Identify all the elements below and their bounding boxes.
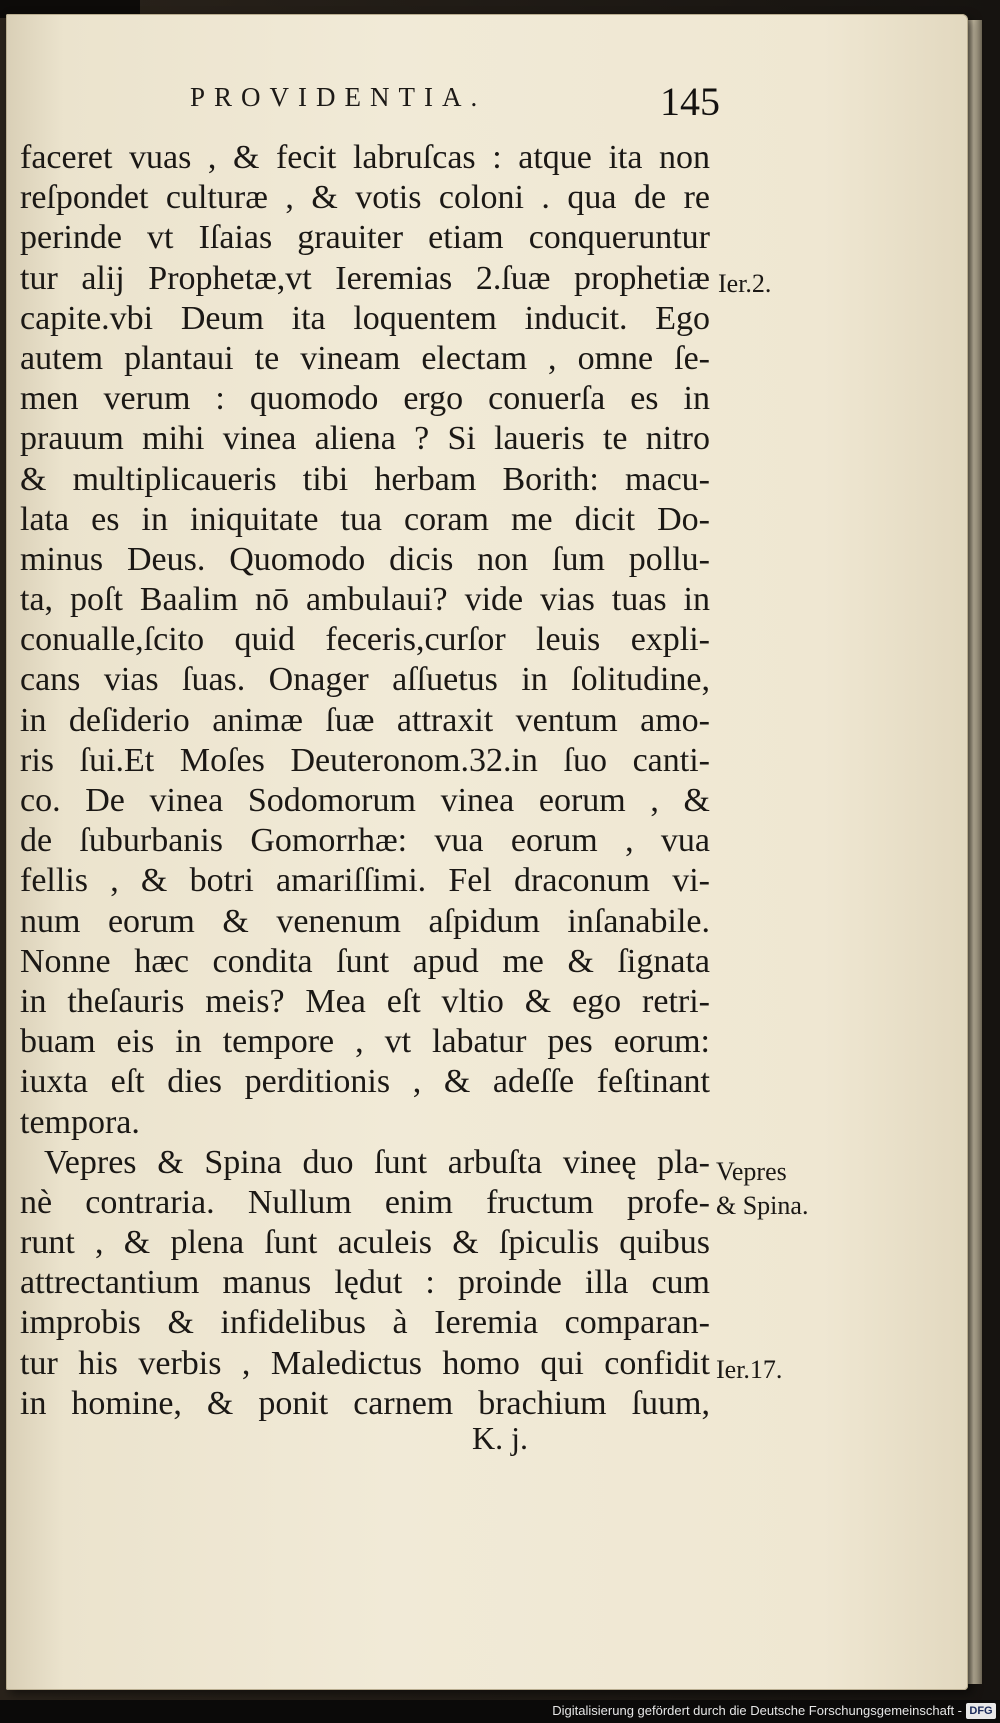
text-line: capite.vbi Deum ita loquentem inducit. Ego [20,299,710,337]
text-line: tur his verbis , Maledictus homo qui confidit [20,1344,710,1382]
text-line: nè contraria. Nullum enim fructum profe- [20,1183,710,1221]
page-number: 145 [660,79,720,124]
text-line: minus Deus. Quomodo dicis non ſum pollu- [20,540,710,578]
text-line: reſpondet culturæ , & votis coloni . qua de re [20,179,710,217]
running-head: PROVIDENTIA. [190,82,487,112]
text-line: runt , & plena ſunt aculeis & ſpiculis quibus [20,1224,710,1262]
text-line: in homine, & ponit carnem brachium ſuum, [20,1384,710,1422]
text-line: num eorum & venenum aſpidum inſanabile. [20,902,710,940]
text-line: ta, poſt Baalim nō ambulaui? vide vias tuas in [20,581,710,619]
text-line: co. De vinea Sodomorum vinea eorum , & [20,782,710,819]
text-line: buam eis in tempore , vt labatur pes eorum: [20,1023,710,1061]
text-line: autem plantaui te vineam electam , omne ſe- [20,339,710,377]
text-line: perinde vt Iſaias grauiter etiam conqueruntur [20,219,710,257]
text-line: fellis , & botri amariſſimi. Fel draconum vi- [20,862,710,900]
text-line: Vepres & Spina duo ſunt arbuſta vineę pla- [44,1143,710,1181]
text-line: iuxta eſt dies perditionis , & adeſſe feſtinant [20,1063,710,1101]
margin-note: Vepres [716,1157,787,1186]
text-line: in deſiderio animæ ſuæ attraxit ventum amo- [20,701,710,739]
text-line: & multiplicaueris tibi herbam Borith: macu- [20,460,710,498]
signature-mark: K. j. [472,1420,528,1456]
text-line: men verum : quomodo ergo conuerſa es in [20,380,710,418]
dfg-logo: DFG [966,1703,996,1719]
margin-note: Ier.2. [718,269,772,298]
text-line: faceret vuas , & fecit labruſcas : atque ita non [20,139,710,176]
funding-credit: Digitalisierung gefördert durch die Deutsche Forschungsgemeinschaft - [552,1703,962,1718]
text-line: cans vias ſuas. Onager aſſuetus in ſolitudine, [20,661,710,699]
text-line: lata es in iniquitate tua coram me dicit Do- [20,500,710,538]
page-edge [968,20,982,1684]
margin-note: & Spina. [716,1191,809,1220]
text-line: Nonne hæc condita ſunt apud me & ſignata [20,942,710,980]
text-line: ris ſui.Et Moſes Deuteronom.32.in ſuo canti- [20,741,710,779]
text-line: tempora. [20,1103,140,1141]
body-text [20,138,710,1424]
text-line: attrectantium manus lędut : proinde illa cum [20,1264,710,1302]
text-line: in theſauris meis? Mea eſt vltio & ego retri- [20,982,710,1020]
margin-note: Ier.17. [716,1355,783,1384]
text-line: improbis & infidelibus à Ieremia comparan- [20,1304,710,1342]
text-line: tur alij Prophetæ,vt Ieremias 2.ſuæ prophetiæ [20,259,710,297]
text-line: prauum mihi vinea aliena ? Si laueris te nitro [20,420,710,458]
text-line: de ſuburbanis Gomorrhæ: vua eorum , vua [20,822,710,860]
text-line: conualle,ſcito quid feceris,curſor leuis expli- [20,621,710,659]
